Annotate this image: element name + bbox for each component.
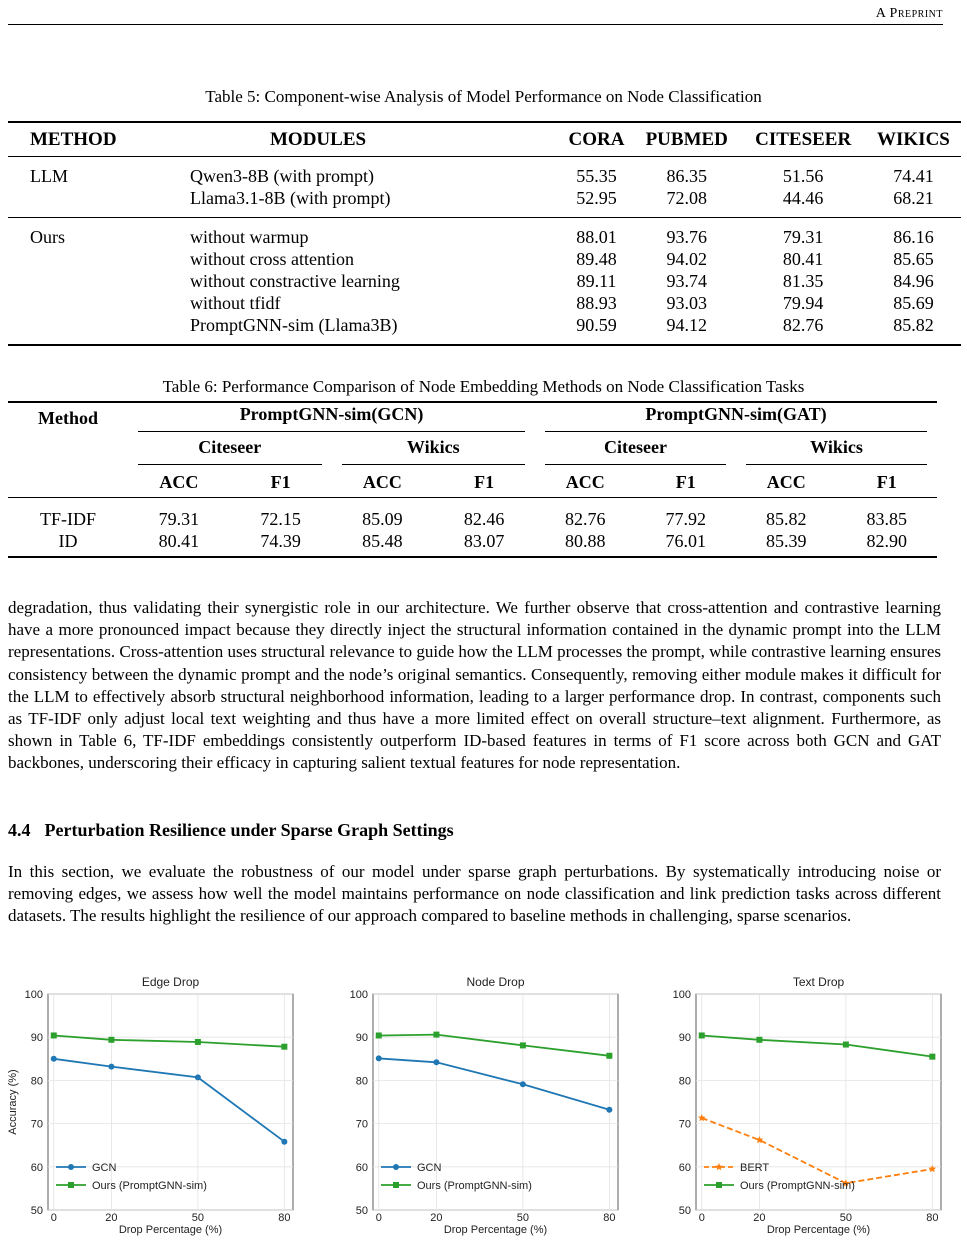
- table5-value-cell: 94.12: [666, 315, 707, 335]
- legend-marker: [68, 1182, 74, 1188]
- table6-metric-header: F1: [474, 471, 495, 492]
- table6-value-cell: 82.76: [565, 509, 606, 529]
- data-point: [281, 1044, 287, 1050]
- y-tick-label: 80: [678, 1075, 691, 1088]
- data-point: [376, 1055, 382, 1061]
- table5-header-cora: CORA: [560, 122, 633, 157]
- x-tick-label: 20: [105, 1212, 118, 1224]
- y-tick-label: 50: [355, 1205, 368, 1217]
- table5-value-cell: 85.82: [893, 315, 934, 335]
- table6-value-cell: 82.46: [463, 509, 505, 529]
- table5-method-cell: LLM: [30, 166, 68, 186]
- y-tick-label: 80: [355, 1075, 368, 1088]
- table6-header-backbone-gat: [535, 402, 937, 434]
- table5-header-modules: MODULES: [190, 122, 560, 157]
- table5-value-cell: 93.03: [666, 293, 707, 313]
- chart-node-drop: [325, 970, 625, 1240]
- legend-marker: [68, 1164, 74, 1170]
- y-tick-label: 70: [355, 1118, 368, 1131]
- table5-value-cell: 94.02: [666, 249, 707, 269]
- data-point: [606, 1107, 612, 1113]
- legend-label: Ours (PromptGNN-sim): [740, 1180, 855, 1192]
- y-tick-label: 80: [30, 1075, 43, 1088]
- table6-dataset-label: Citeseer: [138, 436, 322, 465]
- table5-value-cell: 93.76: [666, 227, 707, 247]
- table-row: [8, 292, 961, 314]
- table5-module-cell: Llama3.1-8B (with prompt): [190, 187, 560, 218]
- table6-backbone-gat-label: PromptGNN-sim(GAT): [545, 403, 927, 432]
- table-row: [8, 248, 961, 270]
- y-tick-label: 60: [678, 1161, 691, 1174]
- table5-method-cell: [8, 314, 190, 345]
- table5-value-cell: 74.41: [893, 166, 934, 186]
- data-point: [51, 1032, 57, 1038]
- table5-module-cell: without tfidf: [190, 293, 281, 313]
- table6-header-dataset: [128, 434, 332, 466]
- table5-module-cell: without warmup: [190, 227, 309, 247]
- table6-metric-header: F1: [675, 471, 696, 492]
- x-tick-label: 20: [753, 1212, 766, 1224]
- x-tick-label: 0: [50, 1212, 57, 1224]
- y-tick-label: 70: [678, 1118, 691, 1131]
- table5-module-cell: without cross attention: [190, 249, 354, 269]
- table6-header-dataset: [736, 434, 937, 466]
- plot-area: [696, 994, 941, 1210]
- legend-label: GCN: [417, 1162, 442, 1174]
- x-tick-label: 0: [375, 1212, 382, 1224]
- data-point: [520, 1081, 526, 1087]
- table6-caption: Table 6: Performance Comparison of Node Embedding Methods on Node Classification Tasks: [162, 377, 805, 396]
- table5-value-cell: 89.11: [576, 271, 617, 291]
- table6-header-dataset: [535, 434, 736, 466]
- table5-method-cell: [8, 270, 190, 292]
- y-tick-label: 70: [30, 1118, 43, 1131]
- chart-svg: [0, 970, 300, 1240]
- table5-value-cell: 86.16: [893, 227, 934, 247]
- chart-svg: [325, 970, 625, 1240]
- x-tick-label: 80: [278, 1212, 291, 1224]
- table6-value-cell: 76.01: [665, 531, 706, 551]
- data-point: [376, 1032, 382, 1038]
- table6-value-cell: 83.85: [866, 509, 907, 529]
- chart-text-drop: [648, 970, 948, 1240]
- table5: [8, 121, 961, 346]
- table6-metric-header: F1: [270, 471, 291, 492]
- y-axis-label: Accuracy (%): [7, 1069, 19, 1135]
- data-point: [281, 1139, 287, 1145]
- table5-method-cell: [8, 187, 190, 218]
- y-tick-label: 90: [678, 1032, 691, 1045]
- table6-value-cell: 82.90: [866, 531, 907, 551]
- x-tick-label: 20: [430, 1212, 443, 1224]
- data-point: [699, 1032, 705, 1038]
- table5-value-cell: 79.94: [782, 293, 824, 313]
- chart-title: Edge Drop: [141, 975, 200, 989]
- section-title: Perturbation Resilience under Sparse Graph Settings: [44, 820, 454, 840]
- table6-value-cell: 74.39: [260, 531, 301, 551]
- preprint-label: [876, 6, 943, 22]
- section-number: 4.4: [8, 820, 31, 840]
- y-tick-label: 100: [672, 989, 691, 1001]
- table5-module-cell: Qwen3-8B (with prompt): [190, 166, 374, 186]
- table-row: [8, 498, 937, 531]
- header-name: Preprint: [889, 6, 943, 21]
- body-paragraph: degradation, thus validating their synergistic role in our architecture. We further observe that cross-attention and contrastive learning have a more pronounced impact because they directly inject the structural information contained in the dynamic prompt into the LLM representations. Cross-attention uses structural relevance to guide how the LLM processes the prompt, while contrastive learning ensures consistency between the dynamic prompt and the node’s original semantics. Consequently, removing either module makes it difficult for the LLM to effectively absorb structural neighborhood information, leading to a larger performance drop. In contrast, components such as TF-IDF only adjust local text weighting and thus have a more limited effect on overall structure–text alignment. Furthermore, as shown in Table 6, TF-IDF embeddings consistently outperform ID-based features in terms of F1 score across both GCN and GAT backbones, underscoring their efficacy in capturing salient textual features for node representation.: [8, 598, 941, 773]
- table5-value-cell: 81.35: [782, 271, 824, 291]
- table6-dataset-label: Wikics: [342, 436, 526, 465]
- table6-value-cell: 79.31: [158, 509, 200, 529]
- legend-label: Ours (PromptGNN-sim): [92, 1180, 207, 1192]
- y-tick-label: 90: [355, 1032, 368, 1045]
- table6-value-cell: 80.88: [565, 531, 606, 551]
- table6-header-dataset: [332, 434, 536, 466]
- running-header: [8, 4, 943, 25]
- table5-value-cell: 55.35: [576, 166, 617, 186]
- data-point: [929, 1054, 935, 1060]
- table5-module-cell: without constractive learning: [190, 271, 400, 291]
- data-point: [108, 1037, 114, 1043]
- data-point: [195, 1039, 201, 1045]
- y-tick-label: 50: [30, 1205, 43, 1217]
- table6-value-cell: 77.92: [665, 509, 706, 529]
- table6-value-cell: 83.07: [463, 531, 505, 551]
- x-axis-label: Drop Percentage (%): [766, 1224, 871, 1236]
- legend-marker: [716, 1182, 722, 1188]
- table5-value-cell: 79.31: [782, 227, 824, 247]
- data-point: [606, 1053, 612, 1059]
- table5-value-cell: 84.96: [893, 271, 934, 291]
- x-tick-label: 80: [603, 1212, 616, 1224]
- table6-value-cell: 80.41: [158, 531, 200, 551]
- table5-value-cell: 52.95: [560, 187, 633, 218]
- table-row: [8, 157, 961, 188]
- x-tick-label: 0: [698, 1212, 705, 1224]
- table6-backbone-gcn-label: PromptGNN-sim(GCN): [138, 403, 525, 432]
- x-tick-label: 50: [839, 1212, 853, 1224]
- table5-value-cell: 72.08: [633, 187, 740, 218]
- data-point: [843, 1042, 849, 1048]
- table5-value-cell: 82.76: [782, 315, 824, 335]
- table5-header-pubmed: PUBMED: [633, 122, 740, 157]
- legend-marker: [393, 1164, 399, 1170]
- data-point: [520, 1042, 526, 1048]
- table-row: [8, 270, 961, 292]
- table5-value-cell: 80.41: [782, 249, 824, 269]
- table5-value-cell: 93.74: [666, 271, 707, 291]
- table6-value-cell: 85.39: [765, 531, 807, 551]
- chart-title: Node Drop: [466, 975, 525, 989]
- chart-edge-drop: [0, 970, 300, 1240]
- table5-header-method: METHOD: [8, 122, 190, 157]
- table6-value-cell: 85.48: [362, 531, 403, 551]
- table5-module-cell: PromptGNN-sim (Llama3B): [190, 315, 398, 335]
- plot-area: [48, 994, 293, 1210]
- y-tick-label: 60: [30, 1161, 43, 1174]
- table5-method-cell: Ours: [30, 227, 65, 247]
- table5-header-wikics: WIKICS: [866, 122, 961, 157]
- data-point: [433, 1032, 439, 1038]
- table6-metric-header: ACC: [766, 471, 806, 492]
- table6-metric-header: ACC: [362, 471, 402, 492]
- y-tick-label: 100: [349, 989, 368, 1001]
- table5-value-cell: 85.69: [893, 293, 934, 313]
- y-tick-label: 90: [30, 1032, 43, 1045]
- x-tick-label: 80: [926, 1212, 939, 1224]
- data-point: [433, 1059, 439, 1065]
- table6-dataset-label: Wikics: [746, 436, 927, 465]
- y-tick-label: 100: [24, 989, 43, 1001]
- table6-metric-header: ACC: [565, 471, 605, 492]
- table-row: [8, 218, 961, 249]
- body-paragraph: In this section, we evaluate the robustness of our model under sparse graph perturbations. By systematically introducing noise or removing edges, we assess how well the model maintains performance on node classification and link prediction tasks across different datasets. The results highlight the resilience of our approach compared to baseline methods in challenging, sparse scenarios.: [8, 862, 941, 926]
- table6-dataset-label: Citeseer: [545, 436, 726, 465]
- header-prefix: A: [875, 6, 886, 21]
- x-tick-label: 50: [516, 1212, 530, 1224]
- table5-caption: Table 5: Component-wise Analysis of Model Performance on Node Classification: [205, 87, 762, 106]
- table5-method-cell: [8, 292, 190, 314]
- table5-value-cell: 88.01: [576, 227, 617, 247]
- table5-value-cell: 51.56: [782, 166, 824, 186]
- x-axis-label: Drop Percentage (%): [443, 1224, 548, 1236]
- table6-method-cell: TF-IDF: [39, 509, 96, 529]
- x-tick-label: 50: [191, 1212, 205, 1224]
- table5-value-cell: 44.46: [740, 187, 865, 218]
- table6-header-method: Method: [38, 408, 98, 428]
- table6-header-backbone-gcn: [128, 402, 535, 434]
- table5-value-cell: 90.59: [576, 315, 617, 335]
- y-tick-label: 50: [678, 1205, 691, 1217]
- table5-header-citeseer: CITESEER: [740, 122, 865, 157]
- data-point: [756, 1037, 762, 1043]
- data-point: [195, 1074, 201, 1080]
- legend-marker: [393, 1182, 399, 1188]
- table5-method-cell: [8, 248, 190, 270]
- data-point: [51, 1056, 57, 1062]
- table-row: [8, 530, 937, 557]
- x-axis-label: Drop Percentage (%): [118, 1224, 223, 1236]
- table5-value-cell: 68.21: [866, 187, 961, 218]
- table5-value-cell: 88.93: [576, 293, 617, 313]
- section-heading: [8, 820, 454, 841]
- table6-value-cell: 85.09: [362, 509, 403, 529]
- chart-title: Text Drop: [792, 975, 845, 989]
- table6-metric-header: F1: [876, 471, 897, 492]
- table5-value-cell: 89.48: [576, 249, 617, 269]
- y-tick-label: 60: [355, 1161, 368, 1174]
- table6-value-cell: 85.82: [765, 509, 807, 529]
- legend-label: BERT: [740, 1162, 770, 1174]
- table5-value-cell: 86.35: [666, 166, 707, 186]
- table-row: [8, 187, 961, 218]
- chart-svg: [648, 970, 948, 1240]
- table-row: [8, 314, 961, 345]
- data-point: [108, 1064, 114, 1070]
- table6-metric-header: ACC: [159, 471, 199, 492]
- legend-label: Ours (PromptGNN-sim): [417, 1180, 532, 1192]
- table5-value-cell: 85.65: [893, 249, 934, 269]
- legend-label: GCN: [92, 1162, 117, 1174]
- table6: [8, 401, 937, 558]
- table6-value-cell: 72.15: [260, 509, 301, 529]
- table6-method-cell: ID: [58, 531, 78, 551]
